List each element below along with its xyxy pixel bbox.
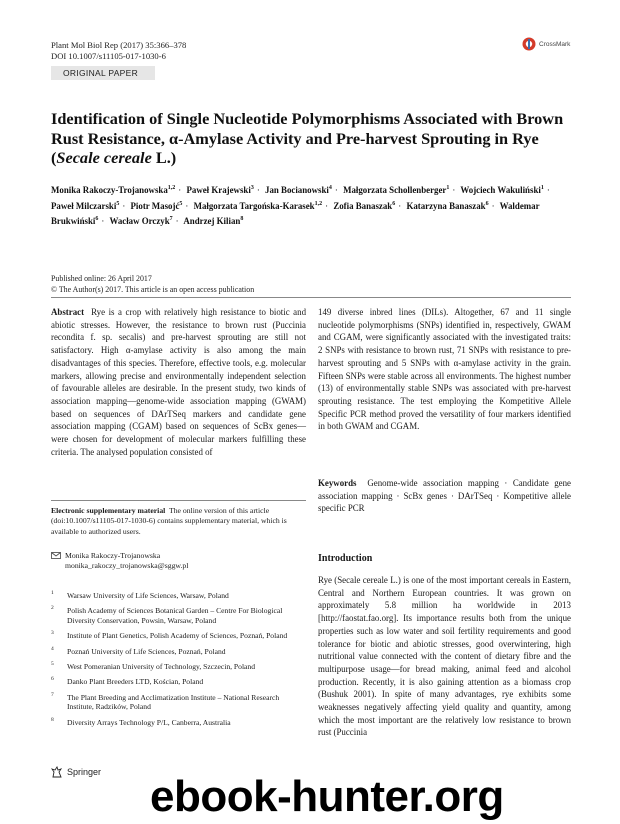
author-name: Waldemar Brukwiński$^6$ xyxy=(51,200,540,227)
affiliation-text: Institute of Plant Genetics, Polish Academy of Sciences, Poznań, Poland xyxy=(67,631,288,641)
affiliation-item xyxy=(51,591,306,600)
publication-info xyxy=(51,274,254,295)
title-end: L.) xyxy=(151,148,177,167)
corresponding-email[interactable]: monika_rakoczy_trojanowska@sggw.pl xyxy=(65,561,189,571)
affiliation-number: 4 xyxy=(51,645,54,652)
author-separator: · xyxy=(452,184,456,195)
author-affiliation-ref: 8 xyxy=(240,216,244,223)
title-species: Secale cereale xyxy=(56,148,152,167)
publisher-name: Springer xyxy=(67,767,102,777)
envelope-icon xyxy=(51,552,61,559)
paper-type-banner: ORIGINAL PAPER xyxy=(51,66,155,80)
corresponding-author: Monika Rakoczy-Trojanowska xyxy=(65,551,161,560)
author-name: Katarzyna Banaszak$^6$ xyxy=(406,200,489,211)
author-affiliation-ref: 6 xyxy=(392,200,396,207)
affiliation-item xyxy=(51,631,306,640)
affiliation-item xyxy=(51,662,306,671)
esm-label: Electronic supplementary material xyxy=(51,506,166,515)
affiliation-number: 3 xyxy=(51,630,54,637)
author-separator: · xyxy=(185,200,189,211)
author-separator: · xyxy=(101,216,105,227)
author-name: Andrzej Kilian$^8$ xyxy=(183,216,244,227)
supplementary-note xyxy=(51,506,306,537)
author-separator: · xyxy=(546,184,550,195)
author-affiliation-ref: 1 xyxy=(540,185,544,191)
affiliation-number: 6 xyxy=(51,676,54,683)
keywords-text: Genome-wide association mapping · Candidate gene association mapping · ScBx genes · DArTSeq · Kompetitive allele specific PCR xyxy=(318,478,571,514)
affiliation-text: Poznań University of Life Sciences, Poznań, Poland xyxy=(67,646,226,656)
author-affiliation-ref: 1 xyxy=(446,185,450,191)
abstract-label: Abstract xyxy=(51,307,85,317)
title-main: Identification of Single Nucleotide Polymorphisms Associated with Brown Rust Resistance, α-Amylase Activity and Pre-harvest Sprouting in Rye ( xyxy=(51,109,564,167)
author-separator: · xyxy=(334,184,338,195)
keywords-block xyxy=(318,477,571,515)
journal-doi: DOI 10.1007/s11105-017-1030-6 xyxy=(51,51,166,61)
author-separator: · xyxy=(256,184,260,195)
author-affiliation-ref: 7 xyxy=(169,216,173,223)
abstract-text: Rye is a crop with relatively high resistance to biotic and abiotic stresses. However, the resistance to brown rust (Puccinia recondita f. sp. secalis) and pre-harvest sprouting are still not satisfactory. High α-amylase activity is also among the main disadvantages of this species. Therefore, effective tools, e.g. molecular markers, allowing precise and environmentally independent selection of favourable alleles are desirable. In the present study, two kinds of association mapping—genome-wide association mapping (GWAM) based on sequences of DArTSeq markers and candidate gene association mapping (CGAM) based on sequences of ScBx genes—were chosen for development of molecular markers fulfilling these criteria. The analysed population consisted of xyxy=(51,307,307,457)
affiliation-number: 7 xyxy=(51,691,54,698)
affiliation-item xyxy=(51,718,306,727)
author-affiliation-ref: 5 xyxy=(179,200,183,207)
author-list xyxy=(51,182,571,229)
author-affiliation-ref: 1,2 xyxy=(314,200,323,207)
springer-horse-icon xyxy=(51,766,63,778)
author-name: Małgorzata Schollenberger$^1$ xyxy=(343,184,450,195)
copyright-notice: © The Author(s) 2017. This article is an open access publication xyxy=(51,284,255,294)
affiliation-item xyxy=(51,606,306,625)
author-separator: · xyxy=(325,200,329,211)
publisher-logo xyxy=(51,766,101,778)
article-title xyxy=(51,109,571,168)
crossmark-badge[interactable] xyxy=(522,37,570,51)
author-name: Wojciech Wakuliński$^1$ xyxy=(460,184,544,195)
crossmark-icon xyxy=(522,37,536,51)
introduction-text: Rye (Secale cereale L.) is one of the most important cereals in Eastern, Central and Northern European countries. It was grown on approximately 5.8 million ha worldwide in 2013 [http://faostat.fao.org]. Its importance results both from the unique properties such as low water and soil fertility requirements and good tolerance for biotic and abiotic stresses, good overwintering, high nutritional value connected with the content of dietary fibre and the multipurpose usage—for bread making, animal feed and alcohol production. Recently, it is also gaining attention as a biomass crop (Bushuk 2001). In spite of many advantages, rye exhibits some weaknesses negatively affecting yield quality and quantity, among which the most important are the relatively low resistance to brown rust (Puccinia xyxy=(318,575,571,738)
affiliation-number: 2 xyxy=(51,605,54,612)
watermark: ebook-hunter.org xyxy=(150,772,504,821)
footnote-divider xyxy=(51,500,306,501)
author-name: Paweł Krajewski$^3$ xyxy=(186,184,254,195)
keywords-label: Keywords xyxy=(318,478,357,488)
affiliation-text: Warsaw University of Life Sciences, Warsaw, Poland xyxy=(67,591,229,600)
author-name: Jan Bocianowski$^4$ xyxy=(265,184,332,195)
author-affiliation-ref: 5 xyxy=(116,200,120,207)
author-separator: · xyxy=(122,200,126,211)
esm-text: The online version of this article (doi:10.1007/s11105-017-1030-6) contains supplementary material, which is available to authorized users. xyxy=(51,506,287,536)
affiliation-item xyxy=(51,693,306,712)
affiliation-text: The Plant Breeding and Acclimatization Institute – National Research Institute, Radzików, Poland xyxy=(67,692,280,712)
author-separator: · xyxy=(178,184,182,195)
author-name: Wacław Orczyk$^7$ xyxy=(109,216,173,227)
author-separator: · xyxy=(175,216,179,227)
introduction-heading: Introduction xyxy=(318,553,373,564)
abstract-continued: 149 diverse inbred lines (DILs). Altogether, 67 and 11 single nucleotide polymorphisms (SNPs) identified in, respectively, GWAM and CGAM, were significantly associated with the investigated traits: 2 SNPs with resistance to brown rust, 71 SNPs with resistance to pre-harvest sprouting and 5 SNPs with α-amylase activity in the grain. Fifteen SNPs were stable across all environments. The highest number (13) of environmentally stable SNPs was associated with pre-harvest sprouting resistance. The test employing the Kompetitive Allele Specific PCR method proved the versatility of four markers identified in both GWAM and CGAM. xyxy=(318,307,571,432)
affiliation-text: Polish Academy of Sciences Botanical Garden – Centre For Biological Diversity Conservation, Powsin, Warsaw, Poland xyxy=(67,606,283,625)
author-affiliation-ref: 3 xyxy=(250,185,254,191)
header-divider xyxy=(51,297,571,298)
author-affiliation-ref: 6 xyxy=(95,216,99,223)
author-separator: · xyxy=(491,200,495,211)
affiliation-text: Danko Plant Breeders LTD, Kościan, Poland xyxy=(67,677,204,687)
author-affiliation-ref: 4 xyxy=(328,185,332,191)
affiliation-item xyxy=(51,647,306,656)
author-name: Paweł Milczarski$^5$ xyxy=(51,200,120,211)
abstract-block xyxy=(51,306,306,458)
correspondence xyxy=(51,551,306,572)
affiliation-text: Diversity Arrays Technology P/L, Canberra, Australia xyxy=(67,717,231,727)
author-affiliation-ref: 1,2 xyxy=(167,185,176,191)
author-affiliation-ref: 6 xyxy=(485,200,489,207)
crossmark-label: CrossMark xyxy=(539,40,571,48)
author-name: Zofia Banaszak$^6$ xyxy=(333,200,396,211)
affiliation-item xyxy=(51,677,306,686)
author-name: Piotr Masojć$^5$ xyxy=(130,200,183,211)
affiliation-number: 5 xyxy=(51,661,54,668)
journal-volume: Plant Mol Biol Rep (2017) 35:366–378 xyxy=(51,40,187,50)
affiliation-number: 1 xyxy=(51,590,54,596)
journal-citation xyxy=(51,40,186,62)
author-separator: · xyxy=(398,200,402,211)
published-date: Published online: 26 April 2017 xyxy=(51,274,152,283)
affiliation-text: West Pomeranian University of Technology, Szczecin, Poland xyxy=(67,662,256,672)
affiliation-number: 8 xyxy=(51,716,54,723)
affiliations-list xyxy=(51,591,306,733)
author-name: Małgorzata Targońska-Karasek$^{1,2}$ xyxy=(193,200,323,211)
author-name: Monika Rakoczy-Trojanowska$^{1,2}$ xyxy=(51,184,176,195)
